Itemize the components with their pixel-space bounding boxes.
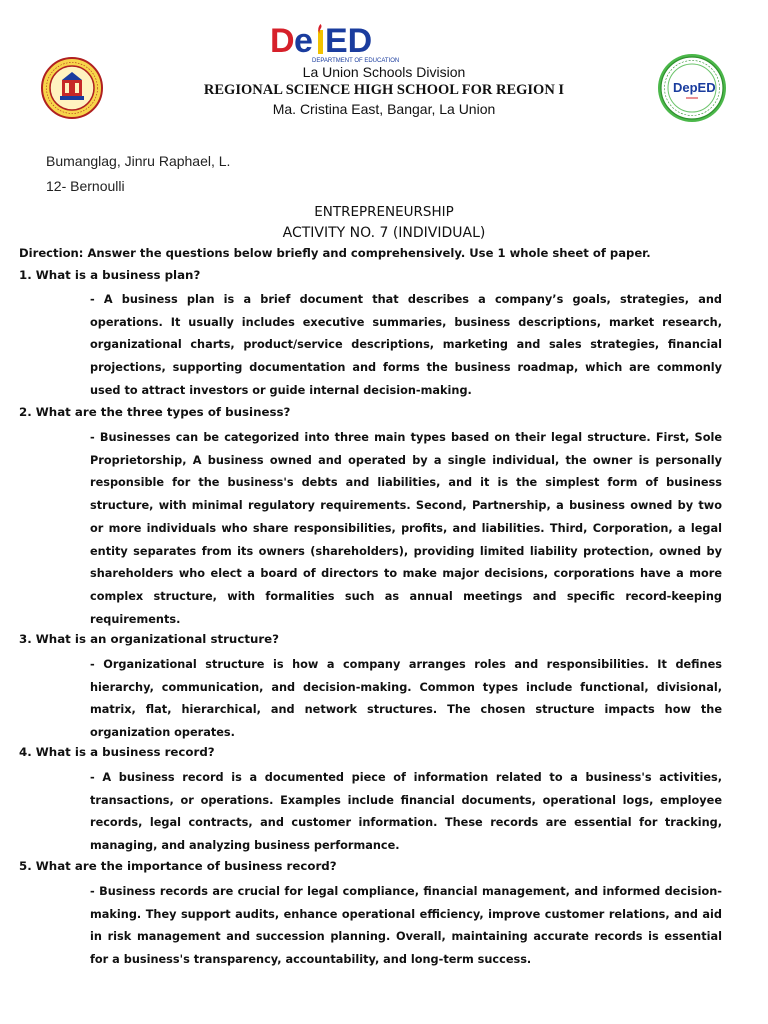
direction-text: Direction: Answer the questions below briefly and comprehensively. Use 1 whole sheet of paper. [19, 246, 651, 260]
activity-title: ACTIVITY NO. 7 (INDIVIDUAL) [282, 225, 486, 241]
school-name: REGIONAL SCIENCE HIGH SCHOOL FOR REGION I [203, 82, 565, 98]
deped-logo [268, 22, 408, 66]
question-4: 4. What is a business record? [19, 745, 215, 759]
question-2: 2. What are the three types of business? [19, 405, 291, 419]
student-name: Bumanglag, Jinru Raphael, L. [46, 153, 231, 169]
answer-1: - A business plan is a brief document that describes a company’s goals, strategies, and operations. It usually includes executive summaries, business descriptions, market research, organizational charts, product/service descriptions, marketing and sales strategies, financial projections, supporting documentation and forms the business roadmap, which are commonly used to attract investors or guide internal decision-making. [90, 293, 722, 397]
svg-text:e: e [294, 22, 313, 60]
svg-text:DEPARTMENT OF EDUCATION: DEPARTMENT OF EDUCATION [312, 58, 400, 64]
answer-4: - A business record is a documented piece of information related to a business's activities, transactions, or operations. Examples include financial documents, operational logs, employee records, legal contracts, and customer information. These records are essential for tracking, managing, and analyzing business performance. [90, 771, 722, 853]
svg-text:D: D [270, 22, 295, 60]
division-name: La Union Schools Division [302, 64, 466, 80]
question-3: 3. What is an organizational structure? [19, 632, 280, 646]
school-address: Ma. Cristina East, Bangar, La Union [272, 101, 496, 117]
svg-text:ED: ED [325, 22, 373, 60]
subject-title: ENTREPRENEURSHIP [314, 204, 454, 220]
student-section: 12- Bernoulli [46, 178, 125, 194]
question-5: 5. What are the importance of business record? [19, 859, 337, 873]
answer-2: - Businesses can be categorized into three main types based on their legal structure. First, Sole Proprietorship, A business owned and operated by a single individual, the owner is personally responsible for the business's debts and liabilities, and it is the simplest form of business structure, with minimal regulatory requirements. Second, Partnership, a business owned by two or more individuals who share responsibilities, profits, and liabilities. Third, Corporation, a legal entity separates from its owners (shareholders), providing limited liability protection, owned by shareholders who elect a board of directors to make major decisions, corporations have a more complex structure, with formalities such as annual meetings and specific record-keeping requirements. [90, 431, 722, 626]
question-1: 1. What is a business plan? [19, 268, 201, 282]
svg-text:DepED: DepED [673, 80, 716, 95]
answer-3: - Organizational structure is how a company arranges roles and responsibilities. It defines hierarchy, communication, and decision-making. Common types include functional, divisional, matrix, flat, hierarchical, and network structures. The chosen structure impacts how the organization operates. [90, 658, 722, 740]
answer-5: - Business records are crucial for legal compliance, financial management, and informed decision-making. They support audits, enhance operational efficiency, improve customer relations, and aid in risk management and succession planning. Overall, maintaining accurate records is essential for a business's transparency, accountability, and long-term success. [90, 885, 722, 967]
